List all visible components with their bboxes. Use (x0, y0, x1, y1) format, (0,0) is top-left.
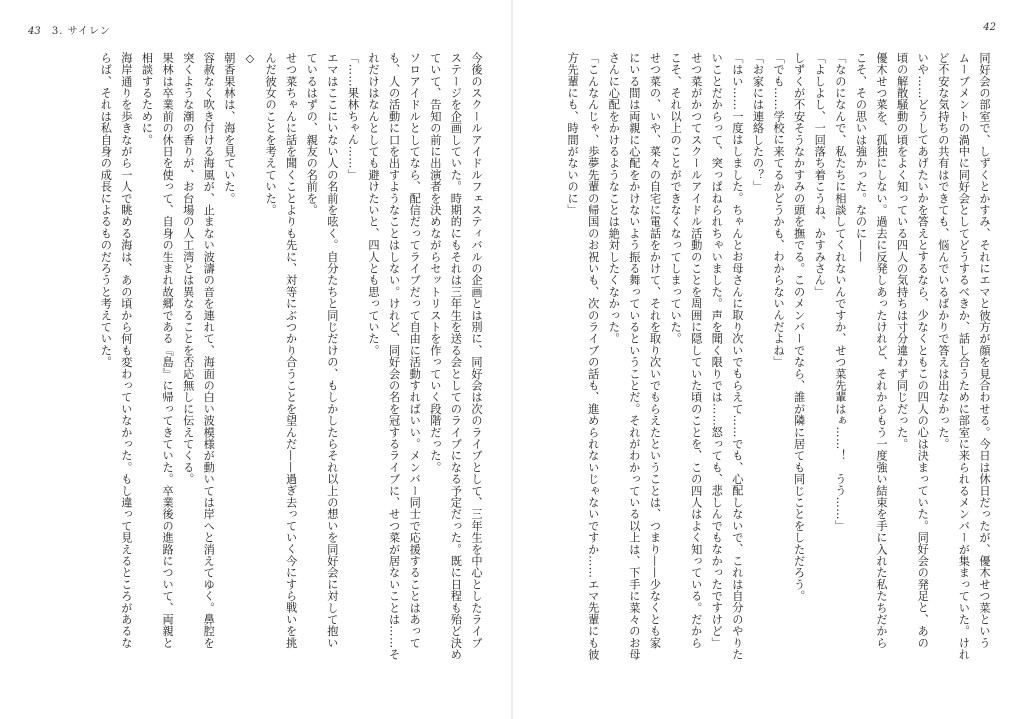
text-line: ているはずの、親友の名前を。 (305, 52, 319, 216)
text-line: 海岸通りを歩きながら一人で眺める海は、あの頃から何も変わっていなかった。もし違って見えるところがあるな (119, 52, 133, 649)
text-line: 突くような潮の香りが、お台場の人工湾とは異なることを否応無しに伝えてくる。 (181, 52, 195, 485)
text-line: さんに心配をかけるようなことは絶対したくなかった。 (607, 52, 621, 345)
text-line: せつ菜の、いや、菜々の自宅に電話をかけて、それを取り次いでもらえたということは、つまり——少なくとも家 (648, 52, 662, 649)
text-line: 「よしよし、一回落ち着こうね、かすみさん」 (813, 52, 827, 298)
text-line: にいる間は両親に心配をかけないよう振る舞っているということだ。それがわかっている以上は、下手に菜々のお母 (627, 52, 641, 661)
text-line: 頃の解散騒動の頃をよく知っている四人の気持ちは寸分違わず同じだった。 (895, 52, 909, 450)
chapter-title: 3. サイレン (51, 26, 111, 37)
left-page-number: 43 (28, 26, 41, 37)
text-line: エマはここにいない人の名前を呟く。自分たちと同じだけの、もしかしたらそれ以上の想いを同好会に対して抱い (325, 52, 339, 649)
text-line: いことだからって、突っぱねられちゃいました。声を聞く限りでは……怒っても、悲しんでもなかったですけど」 (710, 52, 724, 649)
text-line: 相談するために。 (140, 52, 154, 146)
text-line: 朝香果林は、海を見ていた。 (222, 52, 236, 205)
text-line: しずくが不安そうなかすみの頭を撫でる。このメンバーでなら、誰が隣に居ても同じことをしただろう。 (792, 52, 806, 602)
text-line: こそ、その思いは強かった。なのに—— (854, 52, 868, 263)
left-page-header (28, 22, 111, 37)
text-line: せつ菜がかつてスクールアイドル活動のことを周囲に隠していた頃のことを、この四人はよく知っている。だから (689, 52, 703, 649)
text-line: 「こんなんじゃ、歩夢先輩の帰国のお祝いも、次のライブの話も、進められないじゃないですか……エマ先輩にも彼 (586, 52, 600, 661)
right-page (512, 0, 1024, 719)
text-line: 「はい……一度はしました。ちゃんとお母さんに取り次いでもらえて……でも、心配しないで、これは自分のやりた (730, 52, 744, 661)
text-line: ソロアイドルとしてなら、配信だってライブだって自由に活動すればいい。メンバー同士で応援することはあって (408, 52, 422, 649)
text-line: 果林は卒業前の休日を使って、自身の生まれ故郷である『島』に帰ってきていた。卒業後の進路について、両親と (161, 52, 175, 649)
text-line: 「なのになんで、私たちに相談してくれないんですか、せつ菜先輩はぁ……！ うう……」 (833, 52, 847, 532)
text-line: こそ、それ以上のことができなくなってしまっていた。 (669, 52, 683, 345)
text-line: んだ彼女のことを考えていた。 (264, 52, 278, 216)
right-page-text (554, 52, 994, 702)
text-line: 容赦なく吹き付ける海風が、止まない波濤の音を連れて、海面の白い波模様が動いては岸へと消えてゆく。鼻腔を (202, 52, 216, 649)
text-line: らば、それは私自身の成長によるものだろうと考えていた。 (99, 52, 113, 368)
text-line: ステージを企画していた。時期的にもそれは三年生を送る会としてのライブになる予定だった。既に日程も殆ど決め (449, 52, 463, 661)
right-page-number: 42 (983, 22, 996, 33)
text-line: れだけはなんとしても避けたいと、四人とも思っていた。 (367, 52, 381, 357)
text-line: 同好会の部室で、しずくとかすみ、それにエマと彼方が顔を見合わせる。今日は休日だったが、優木せつ菜という (978, 52, 991, 649)
left-page-text (26, 52, 486, 702)
text-line: いや……どうしてあげたいかを答えとするなら、少なくともこの四人の心は決まっていた。同好会の発足と、あの (916, 52, 930, 649)
text-line: ど不安な気持ちの共有はできても、悩んでいるばかりで答えは出なかった。 (936, 52, 950, 450)
text-line: 「でも……学校に来てるかどうかも、わからないんだよね」 (772, 52, 786, 368)
text-line: 「……果林ちゃん……」 (346, 52, 360, 181)
text-line: 方先輩にも、時間がないのに」 (566, 52, 580, 216)
text-line: せつ菜ちゃんに話を聞くことよりも先に、対等にぶつかり合うことを望んだ——過ぎ去っていく今にすら戦いを挑 (284, 52, 298, 649)
text-line: 「お家には連絡したの？」 (751, 52, 765, 193)
text-line: ムーブメントの渦中に同好会としてどうするべきか、話し合うために部室に来られるメンバーが集まっていた。けれ (957, 52, 971, 661)
text-line: も、人の活動に口を出すようなことはしない。けれど、同好会の名を冠するライブに、せつ菜が居ないことは……そ (387, 52, 401, 661)
text-line: 優木せつ菜を、孤独にしない。過去に反発しあったけれど、それからもう一度強い結束を手に入れた私たちだから (875, 52, 889, 649)
text-line: ていて、告知の前に出演者を決めながらセットリストを作っていく段階だった。 (428, 52, 442, 474)
text-line: 今後のスクールアイドルフェスティバルの企画とは別に、同好会は次のライブとして、三年生を中心としたライブ (470, 52, 483, 649)
right-page-header (983, 22, 996, 33)
scene-break-diamond: ◇ (243, 52, 257, 66)
